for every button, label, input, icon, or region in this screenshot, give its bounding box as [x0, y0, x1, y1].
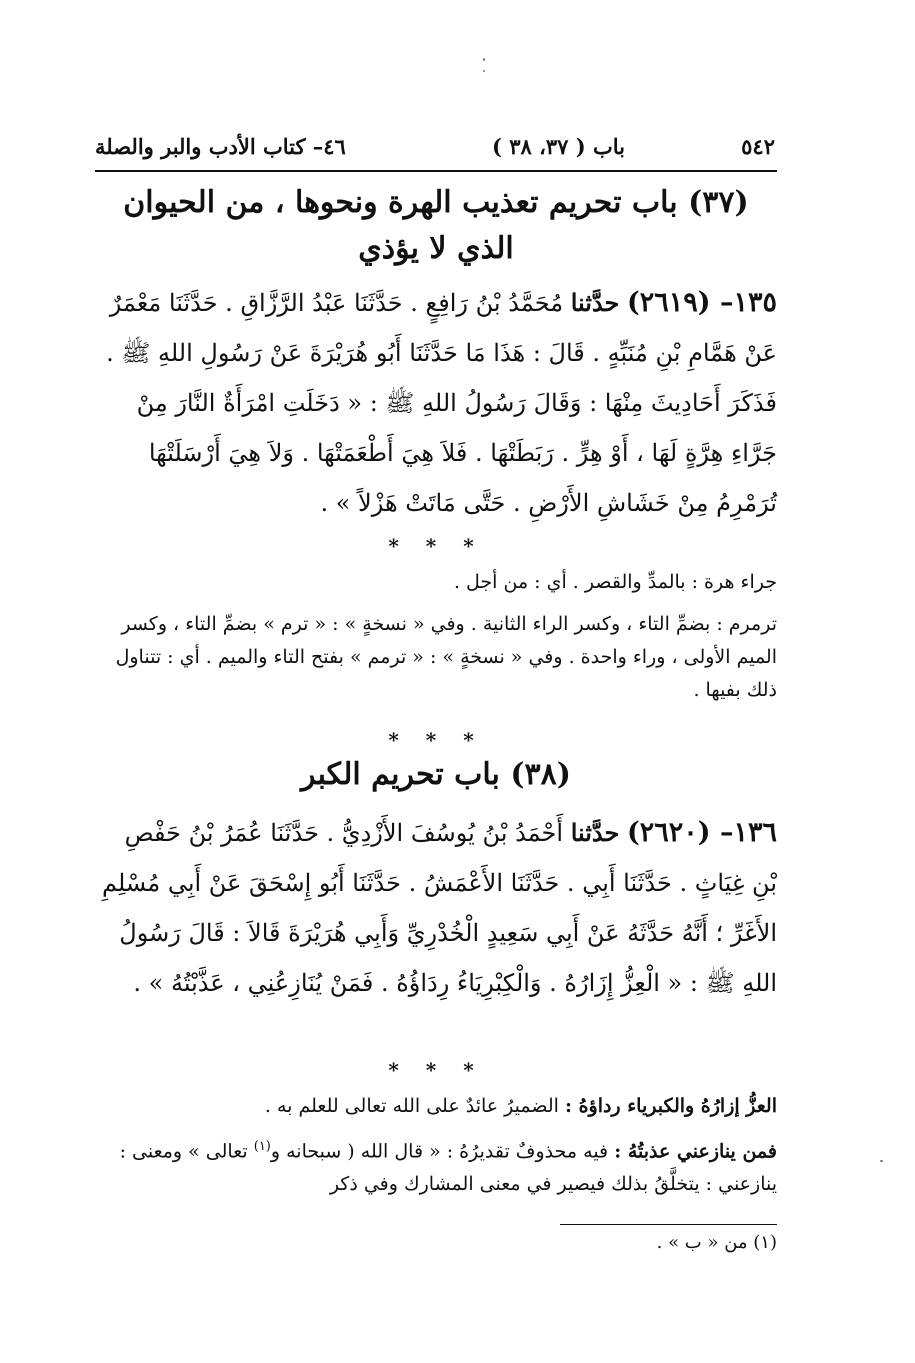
header-rule [95, 170, 777, 172]
page-number: ٥٤٢ [741, 134, 775, 159]
chapter-38-title [95, 752, 777, 798]
note-text: جراء هرة : بالمدِّ والقصر . أي : من أجل . [453, 571, 777, 593]
running-header [95, 134, 775, 168]
note-text: الضميرُ عائدٌ على الله تعالى للعلم به . [264, 1095, 559, 1117]
explanatory-note [95, 566, 777, 599]
hadith-number: ١٣٥– (٢٦١٩) [627, 287, 777, 318]
book-title: ٤٦– كتاب الأدب والبر والصلة [95, 134, 346, 159]
scan-speck [483, 70, 485, 72]
hadith-135 [95, 278, 777, 528]
hadith-intro: حدَّثنا [570, 818, 620, 847]
explanatory-note [95, 1090, 777, 1123]
footnote-reference: (١) [253, 1139, 271, 1154]
section-range: باب ( ٣٧، ٣٨ ) [491, 134, 625, 159]
note-text: فيه محذوفٌ تقديرُهُ : « قال الله ( سبحانه و [270, 1140, 609, 1163]
separator: * * * [388, 728, 484, 752]
chapter-37-title [95, 180, 777, 272]
hadith-number: ١٣٦– (٢٦٢٠) [627, 817, 777, 848]
footnote-rule [560, 1224, 777, 1225]
note-term: العزُّ إزارُهُ والكبرياء رداؤهُ : [564, 1095, 777, 1117]
scan-speck [483, 58, 485, 61]
separator: * * * [388, 534, 484, 558]
chapter-title-line: الذي لا يؤذي [358, 231, 514, 266]
explanatory-note [95, 608, 777, 707]
chapter-title-line: (٣٨) باب تحريم الكبر [301, 757, 571, 792]
note-text: ترمرم : بضمِّ التاء ، وكسر الراء الثانية . وفي « نسخةٍ » : « ترم » بضمِّ التاء ، وكسر الميم الأولى ، وراء واحدة . وفي « نسخةٍ » : « ترمم » بفتح التاء والميم . أي : تتناول ذلك بفيها . [115, 613, 777, 701]
footnote: (١) من « ب » . [656, 1232, 777, 1253]
hadith-text: مُحَمَّدُ بْنُ رَافِعٍ . حَدَّثَنَا عَبْدُ الرَّزَّاقِ . حَدَّثَنَا مَعْمَرٌ عَنْ هَمَّامِ بْنِ مُنَبِّهٍ . قَالَ : هَذَا مَا حَدَّثَنَا أَبُو هُرَيْرَةَ عَنْ رَسُولِ اللهِ ﷺ . فَذَكَرَ أَحَادِيثَ مِنْهَا : وَقَالَ رَسُولُ اللهِ ﷺ : « دَخَلَتِ امْرَأَةٌ النَّارَ مِنْ جَرَّاءِ هِرَّةٍ لَهَا ، أَوْ هِرٍّ . رَبَطَتْهَا . فَلاَ هِيَ أَطْعَمَتْهَا . وَلاَ هِيَ أَرْسَلَتْهَا تُرَمْرِمُ مِنْ خَشَاشِ الأَرْضِ . حَتَّى مَاتَتْ هَزْلاً » . [106, 289, 777, 517]
separator: * * * [388, 1058, 484, 1082]
hadith-text: أَحْمَدُ بْنُ يُوسُفَ الأَزْدِيُّ . حَدَّثَنَا عُمَرُ بْنُ حَفْصِ بْنِ غِيَاثٍ . حَدَّثَنَا أَبِي . حَدَّثَنَا الأَعْمَشُ . حَدَّثَنَا أَبُو إِسْحَقَ عَنْ أَبِي مُسْلِمِ الأَغَرِّ ؛ أَنَّهُ حَدَّثَهُ عَنْ أَبِي سَعِيدٍ الْخُدْرِيِّ وَأَبِي هُرَيْرَةَ قَالاَ : قَالَ رَسُولُ اللهِ ﷺ : « الْعِزُّ إِزَارُهُ . وَالْكِبْرِيَاءُ رِدَاؤُهُ . فَمَنْ يُنَازِعُنِي ، عَذَّبْتُهُ » . [102, 819, 777, 997]
chapter-title-line: (٣٧) باب تحريم تعذيب الهرة ونحوها ، من الحيوان [123, 185, 749, 220]
hadith-136 [95, 808, 777, 1008]
hadith-intro: حدَّثنا [570, 288, 620, 317]
note-text: تعالى » ومعنى : ينازعني : يتخلَّقُ بذلك فيصير في معنى المشارك وفي ذكر [119, 1140, 777, 1196]
note-term: فمن ينازعني عذبتُهُ : [614, 1140, 777, 1163]
explanatory-note [95, 1130, 777, 1201]
scan-speck [880, 1160, 883, 1162]
